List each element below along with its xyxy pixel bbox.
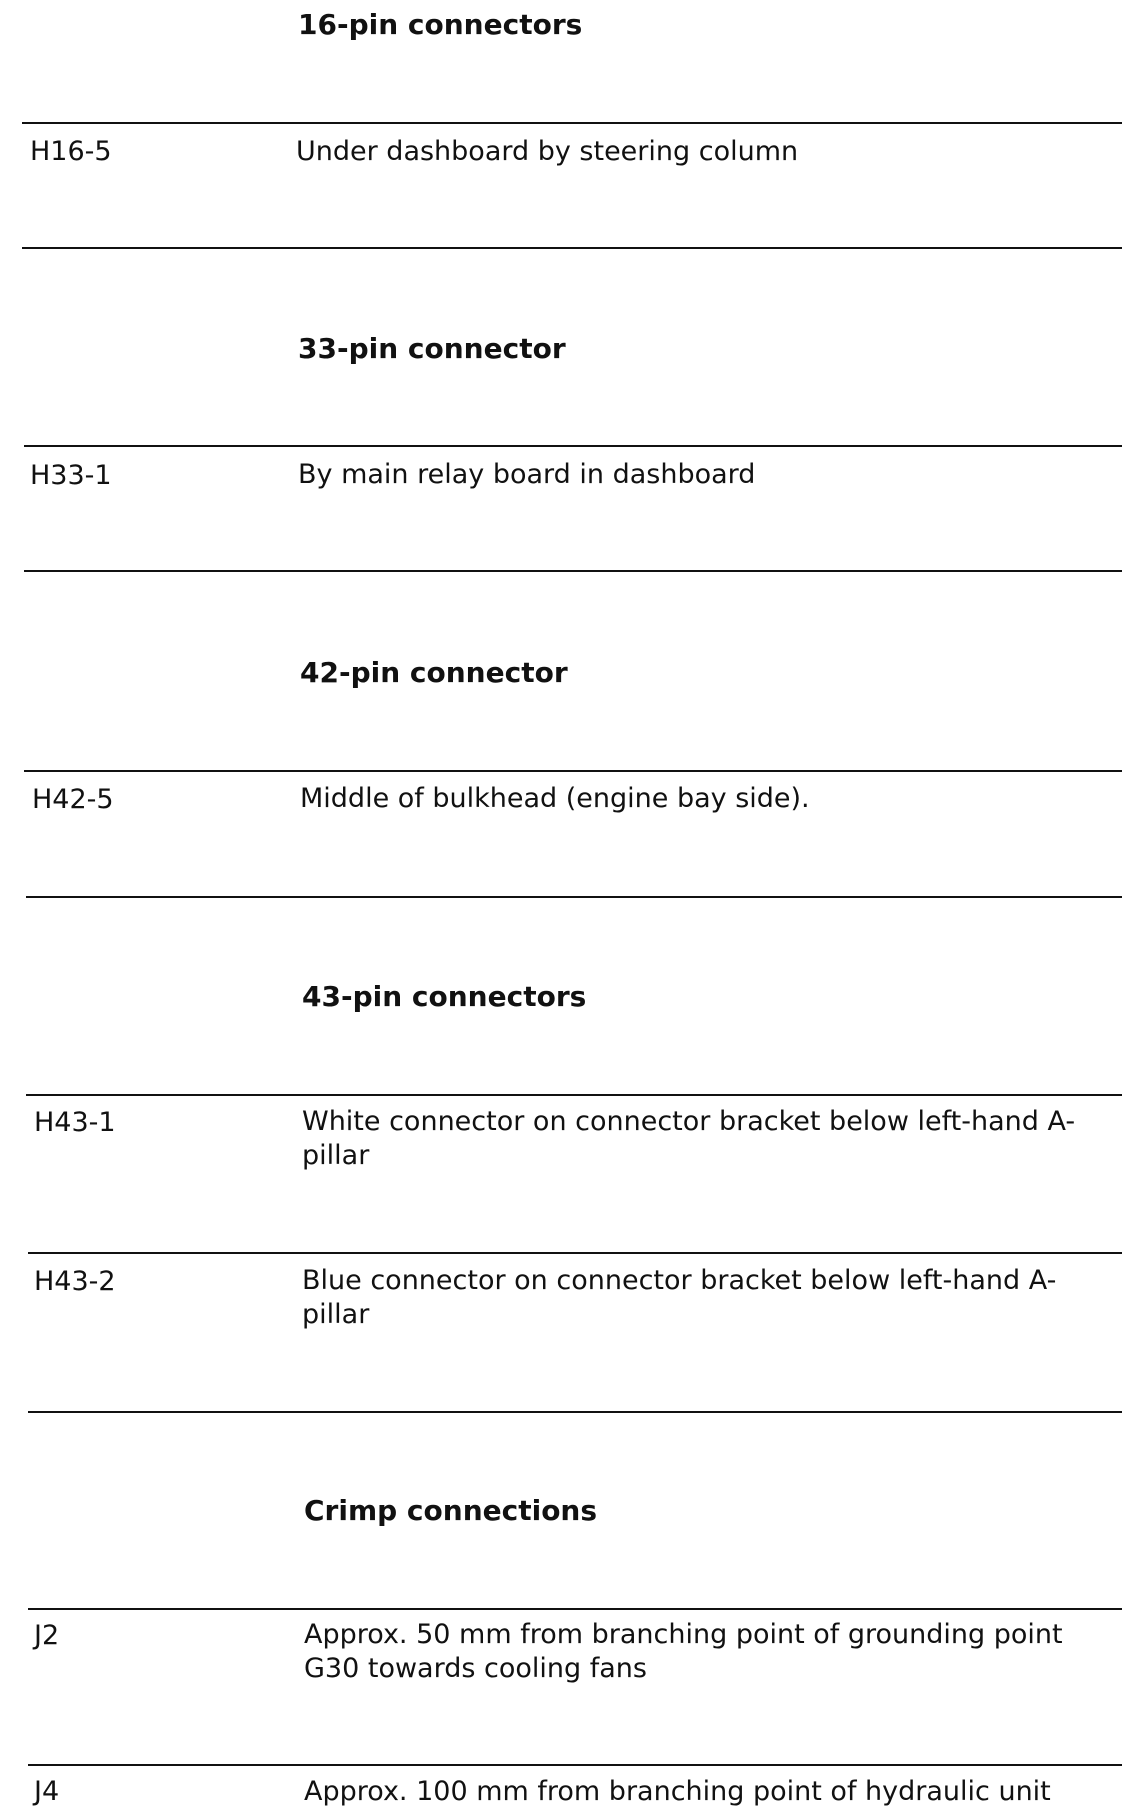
table-rule bbox=[26, 896, 1122, 898]
table-rule bbox=[28, 1608, 1122, 1610]
connector-code: H43-2 bbox=[34, 1266, 116, 1297]
connector-code: H16-5 bbox=[30, 136, 112, 167]
connector-code: H43-1 bbox=[34, 1107, 116, 1138]
connector-location: Under dashboard by steering column bbox=[296, 136, 799, 167]
connector-code: H33-1 bbox=[30, 460, 112, 491]
connector-code: H42-5 bbox=[32, 784, 114, 815]
connector-location: Middle of bulkhead (engine bay side). bbox=[300, 783, 810, 814]
connector-location: Blue connector on connector bracket below left-hand A-pillar bbox=[302, 1265, 1057, 1330]
connector-location: White connector on connector bracket below left-hand A-pillar bbox=[302, 1106, 1076, 1171]
section-heading-33-pin: 33-pin connector bbox=[298, 332, 566, 365]
section-heading-42-pin: 42-pin connector bbox=[300, 656, 568, 689]
connector-location: Approx. 100 mm from branching point of hydraulic unit bbox=[304, 1776, 1051, 1807]
table-rule bbox=[24, 445, 1122, 447]
table-rule bbox=[24, 770, 1122, 772]
section-heading-16-pin: 16-pin connectors bbox=[298, 8, 583, 41]
section-heading-crimp-connections: Crimp connections bbox=[304, 1494, 598, 1527]
connector-code: J2 bbox=[34, 1620, 60, 1651]
table-rule bbox=[28, 1411, 1122, 1413]
connector-location: By main relay board in dashboard bbox=[298, 459, 756, 490]
table-rule bbox=[28, 1764, 1122, 1766]
table-rule bbox=[24, 570, 1122, 572]
connector-location: Approx. 50 mm from branching point of grounding point G30 towards cooling fans bbox=[304, 1619, 1063, 1684]
connector-code: J4 bbox=[34, 1776, 60, 1807]
table-rule bbox=[26, 1094, 1122, 1096]
table-rule bbox=[28, 1252, 1122, 1254]
section-heading-43-pin: 43-pin connectors bbox=[302, 980, 587, 1013]
table-rule bbox=[22, 247, 1122, 249]
table-rule bbox=[22, 122, 1122, 124]
